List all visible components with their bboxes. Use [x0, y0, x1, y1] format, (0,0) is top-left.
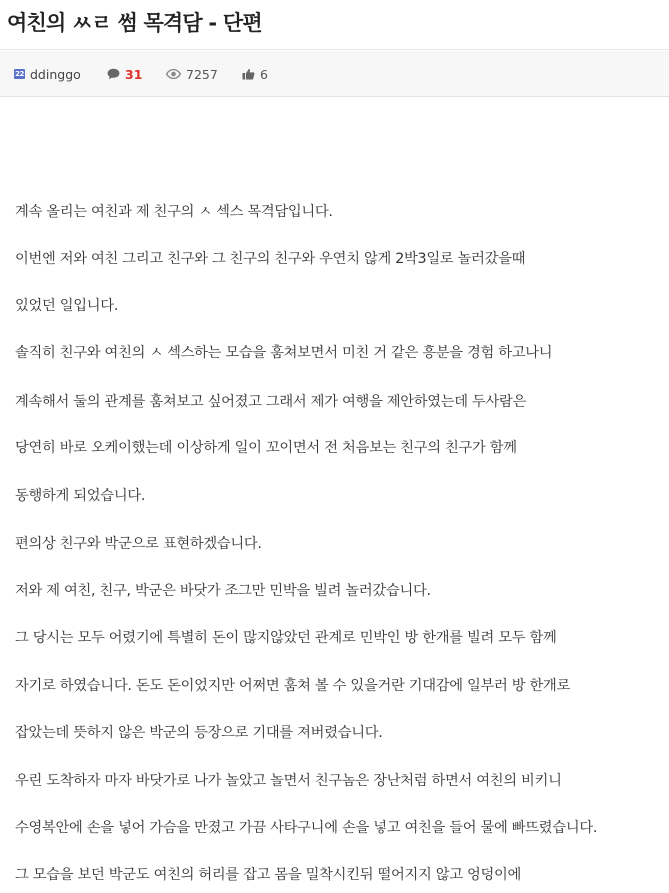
speech-bubble-icon	[107, 68, 120, 80]
like-count-stat[interactable]	[242, 66, 268, 82]
post-title: 여친의 ㅆㄹ 썸 목격담 - 단편	[7, 11, 262, 35]
content-paragraph: 우린 도착하자 마자 바닷가로 나가 놀았고 놀면서 친구놈은 장난처럼 하면서 여친의 비키니	[15, 773, 562, 789]
author-link[interactable]	[14, 66, 81, 82]
comment-count: 31	[125, 66, 143, 82]
content-paragraph: 그 당시는 모두 어렸기에 특별히 돈이 많지않았던 관계로 민박인 방 한개를 빌려 모두 함께	[15, 630, 557, 646]
content-paragraph: 그 모습을 보던 박군도 여친의 허리를 잡고 몸을 밀착시킨뒤 떨어지지 않고 엉덩이에	[15, 867, 522, 883]
comment-count-stat[interactable]	[107, 66, 142, 82]
content-paragraph: 편의상 친구와 박군으로 표현하겠습니다.	[15, 536, 262, 552]
thumbs-up-icon	[242, 68, 255, 80]
content-paragraph: 계속해서 둘의 관계를 훔쳐보고 싶어졌고 그래서 제가 여행을 제안하였는데 두사람은	[15, 394, 527, 410]
content-paragraph: 있었던 일입니다.	[15, 298, 119, 314]
level-badge-icon: 22	[15, 70, 24, 78]
author-name: ddinggo	[30, 66, 81, 82]
content-paragraph: 잡았는데 뜻하지 않은 박군의 등장으로 기대를 져버렸습니다.	[15, 725, 383, 741]
post-header	[0, 0, 669, 50]
view-count-stat	[166, 66, 218, 82]
view-count: 7257	[186, 66, 218, 82]
content-paragraph: 계속 올리는 여친과 제 친구의 ㅅ 섹스 목격담입니다.	[15, 204, 333, 220]
content-paragraph: 솔직히 친구와 여친의 ㅅ 섹스하는 모습을 훔쳐보면서 미친 거 같은 흥분을 경험 하고나니	[15, 345, 553, 361]
content-paragraph: 동행하게 되었습니다.	[15, 488, 146, 504]
content-paragraph: 이번엔 저와 여친 그리고 친구와 그 친구의 친구와 우연치 않게 2박3일로 놀러갔을때	[15, 251, 526, 267]
content-paragraph: 저와 제 여친, 친구, 박군은 바닷가 조그만 민박을 빌려 놀러갔습니다.	[15, 583, 431, 599]
post-content	[0, 98, 669, 893]
content-paragraph: 자기로 하였습니다. 돈도 돈이었지만 어쩌면 훔쳐 볼 수 있을거란 기대감에 일부러 방 한개로	[15, 678, 571, 694]
like-count: 6	[260, 66, 268, 82]
content-paragraph: 수영복안에 손을 넣어 가슴을 만졌고 가끔 사타구니에 손을 넣고 여친을 들어 물에 빠뜨렸습니다.	[15, 820, 598, 836]
post-meta-bar	[0, 51, 669, 97]
eye-icon	[166, 69, 181, 79]
content-paragraph: 당연히 바로 오케이했는데 이상하게 일이 꼬이면서 전 처음보는 친구의 친구가 함께	[15, 440, 517, 456]
